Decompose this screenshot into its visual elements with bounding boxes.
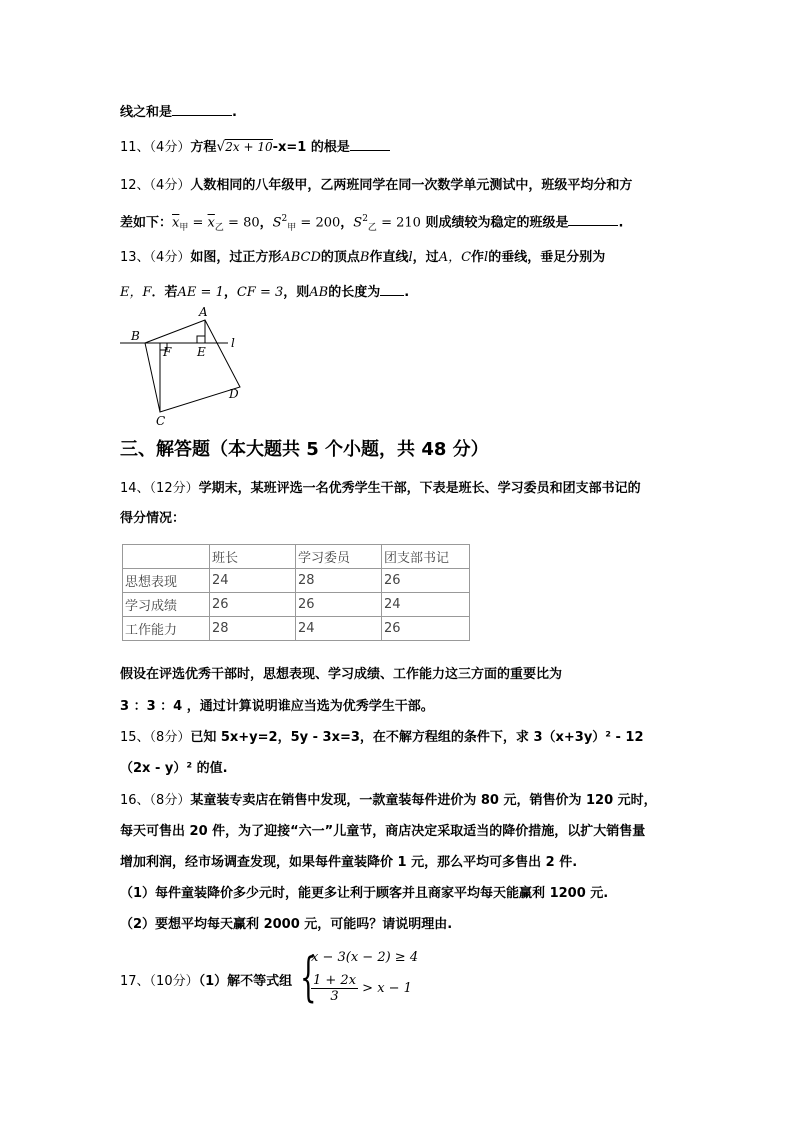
- table-cell: 24: [382, 593, 470, 617]
- q14-line3-text: 假设在评选优秀干部时，思想表现、学习成绩、工作能力这三方面的重要比为: [120, 667, 563, 682]
- q15-line2-text: （2x - y）² 的值.: [120, 761, 228, 776]
- q14-line3: [120, 666, 680, 683]
- table-cell: 26: [296, 593, 382, 617]
- q11-prefix: 11、（4分）: [120, 140, 191, 155]
- label-f: F: [163, 345, 172, 359]
- q12-xbar-yi: $\overline{x}$: [207, 215, 215, 231]
- table-row: [123, 593, 470, 617]
- q12-sub-jia: 甲: [179, 222, 189, 233]
- label-d: D: [229, 387, 239, 401]
- score-table: [122, 544, 470, 641]
- q13-ae: AE = 1: [177, 285, 224, 300]
- q14-prefix: 14、（12分）: [120, 481, 199, 496]
- q13-l2: l: [484, 250, 489, 265]
- q15-line1-text: 已知 5x+y=2，5y - 3x=3，在不解方程组的条件下，求 3（x+3y）² - 12: [190, 730, 644, 745]
- q17-prefix: 17、（10分）: [120, 974, 199, 989]
- q13-text-i: 的长度为: [328, 285, 381, 300]
- label-c: C: [156, 414, 166, 428]
- q13-abcd: ABCD: [281, 250, 321, 265]
- q13-text-g: ．若: [151, 285, 178, 300]
- table-cell: 26: [382, 617, 470, 641]
- q11-line: [120, 138, 680, 156]
- q17-numerator: 1 + 2x: [313, 973, 357, 988]
- q13-b: B: [359, 250, 370, 265]
- q17-brace: {: [300, 948, 317, 1008]
- q12-lead: 差如下：: [120, 215, 173, 231]
- q13-line1: [120, 249, 680, 266]
- q14-line1-text: 学期末，某班评选一名优秀学生干部，下表是班长、学习委员和团支部书记的: [198, 481, 641, 496]
- q12-line2: 差如下：$\overline{x}_甲 = \overline{x}_乙 = 80$，$S^2_甲 = 200$，$S^2_乙 = 210$ 则成绩较为稳定的班级是 .: [120, 214, 624, 233]
- q12-s-sub-yi: 乙: [367, 222, 377, 233]
- q17-ineq2: [311, 973, 412, 1004]
- q16-prefix: 16、（8分）: [120, 793, 191, 808]
- q15-prefix: 15、（8分）: [120, 730, 191, 745]
- q16-line3: [120, 854, 680, 871]
- q11-blank[interactable]: [350, 138, 390, 151]
- section-title: 三、解答题（本大题共 5 个小题，共 48 分）: [120, 439, 489, 460]
- square-abcd: [145, 320, 240, 412]
- q13-ab: AB: [309, 285, 329, 300]
- table-cell: 26: [210, 593, 296, 617]
- q10-end: .: [232, 105, 237, 120]
- q11-tail: 的根是: [310, 140, 350, 155]
- q10-line: [120, 103, 680, 121]
- q14-line1: [120, 480, 680, 497]
- right-angle-e: [197, 336, 205, 343]
- q10-blank[interactable]: [172, 103, 232, 116]
- table-cell: 24: [296, 617, 382, 641]
- table-cell: 工作能力: [123, 617, 210, 641]
- q12-s-jia: S: [272, 215, 282, 231]
- q16-line2-text: 每天可售出 20 件，为了迎接“六一”儿童节，商店决定采取适当的降价措施，以扩大销售量: [120, 824, 646, 839]
- q11-lead: 方程: [190, 140, 217, 155]
- q12-end: .: [618, 215, 624, 231]
- label-b: B: [131, 329, 140, 343]
- q11-after: -x=1: [272, 140, 307, 155]
- table-header-cell: 班长: [210, 545, 296, 569]
- q13-cf: CF = 3: [236, 285, 284, 300]
- q13-text-e: 作: [471, 250, 485, 265]
- q13-blank[interactable]: [380, 283, 404, 296]
- q12-xbar-jia: $\overline{x}$: [172, 215, 180, 231]
- q16-line1: [120, 792, 680, 809]
- table-cell: 学习成绩: [123, 593, 210, 617]
- q17-rhs: > x − 1: [358, 981, 412, 996]
- q17-denominator: 3: [330, 989, 339, 1004]
- table-cell: 28: [210, 617, 296, 641]
- q12-eq210: = 210: [376, 215, 421, 231]
- table-row: [123, 617, 470, 641]
- q12-tail: 则成绩较为稳定的班级是: [425, 215, 569, 231]
- label-l: l: [231, 336, 235, 350]
- table-row: [123, 569, 470, 593]
- q13-text-b: 的顶点: [320, 250, 360, 265]
- q12-line1-text: 人数相同的八年级甲，乙两班同学在同一次数学单元测试中，班级平均分和方: [190, 178, 633, 193]
- q13-text-c: 作直线: [369, 250, 409, 265]
- table-header-cell: [123, 545, 210, 569]
- table-cell: 24: [210, 569, 296, 593]
- q13-l: l: [408, 250, 413, 265]
- q12-s-yi: S: [353, 215, 363, 231]
- q14-line4-text: 3 ：3 ：4 ，通过计算说明谁应当选为优秀学生干部。: [120, 699, 434, 714]
- q16-line2: [120, 823, 680, 840]
- table-cell: 26: [382, 569, 470, 593]
- q16-line1-text: 某童装专卖店在销售中发现，一款童装每件进价为 80 元，销售价为 120 元时，: [190, 793, 657, 808]
- q14-line2: [120, 510, 680, 527]
- q11-sqrt: √2x + 10: [216, 139, 273, 155]
- q13-text-a: 如图，过正方形: [190, 250, 282, 265]
- q12-sq-jia: 2: [281, 214, 288, 224]
- table-header-row: [123, 545, 470, 569]
- table-cell: 28: [296, 569, 382, 593]
- q17-part1: （1）解不等式组: [198, 974, 293, 989]
- q15-line2: [120, 760, 680, 777]
- q13-text-d: ，过: [412, 250, 439, 265]
- q12-eq200: = 200: [296, 215, 341, 231]
- q13-line2: [120, 283, 680, 301]
- q13-comma: ，: [223, 285, 237, 300]
- q16-part2-text: （2）要想平均每天赢利 2000 元，可能吗？请说明理由.: [120, 917, 453, 932]
- label-e: E: [197, 345, 206, 359]
- table-header-cell: 团支部书记: [382, 545, 470, 569]
- q13-end: .: [404, 285, 410, 300]
- q13-text-f: 的垂线，垂足分别为: [488, 250, 606, 265]
- q12-eq80: = 80: [223, 215, 260, 231]
- q16-part1: [120, 885, 680, 902]
- q12-blank[interactable]: [568, 213, 618, 226]
- q11-radicand: 2x + 10: [225, 140, 273, 154]
- label-a: A: [199, 305, 208, 319]
- q12-sq-yi: 2: [362, 214, 368, 224]
- table-header-cell: 学习委员: [296, 545, 382, 569]
- q12-s-sub-jia: 甲: [287, 222, 297, 233]
- q13-text-h: ，则: [283, 285, 310, 300]
- q12-prefix: 12、（4分）: [120, 178, 191, 193]
- q10-text: 线之和是: [120, 105, 173, 120]
- q16-part2: [120, 916, 680, 933]
- q17-fraction: [311, 973, 358, 1004]
- q12-line1: [120, 177, 680, 194]
- q14-line4: [120, 698, 680, 715]
- q13-ac: A，C: [438, 250, 472, 265]
- q14-line2-text: 得分情况：: [120, 511, 186, 526]
- right-angle-f: [160, 343, 167, 350]
- q13-prefix: 13、（4分）: [120, 250, 191, 265]
- q15-line1: [120, 729, 680, 746]
- q16-part1-text: （1）每件童装降价多少元时，能更多让利于顾客并且商家平均每天能赢利 1200 元.: [120, 886, 609, 901]
- q16-line3-text: 增加利润，经市场调查发现，如果每件童装降价 1 元，那么平均可多售出 2 件.: [120, 855, 578, 870]
- q12-eq-sign: =: [188, 215, 208, 231]
- q17-ineq1: x − 3(x − 2) ≥ 4: [311, 950, 419, 965]
- q13-ef: E，F: [120, 285, 152, 300]
- table-cell: 思想表现: [123, 569, 210, 593]
- q12-sub-yi: 乙: [214, 222, 224, 233]
